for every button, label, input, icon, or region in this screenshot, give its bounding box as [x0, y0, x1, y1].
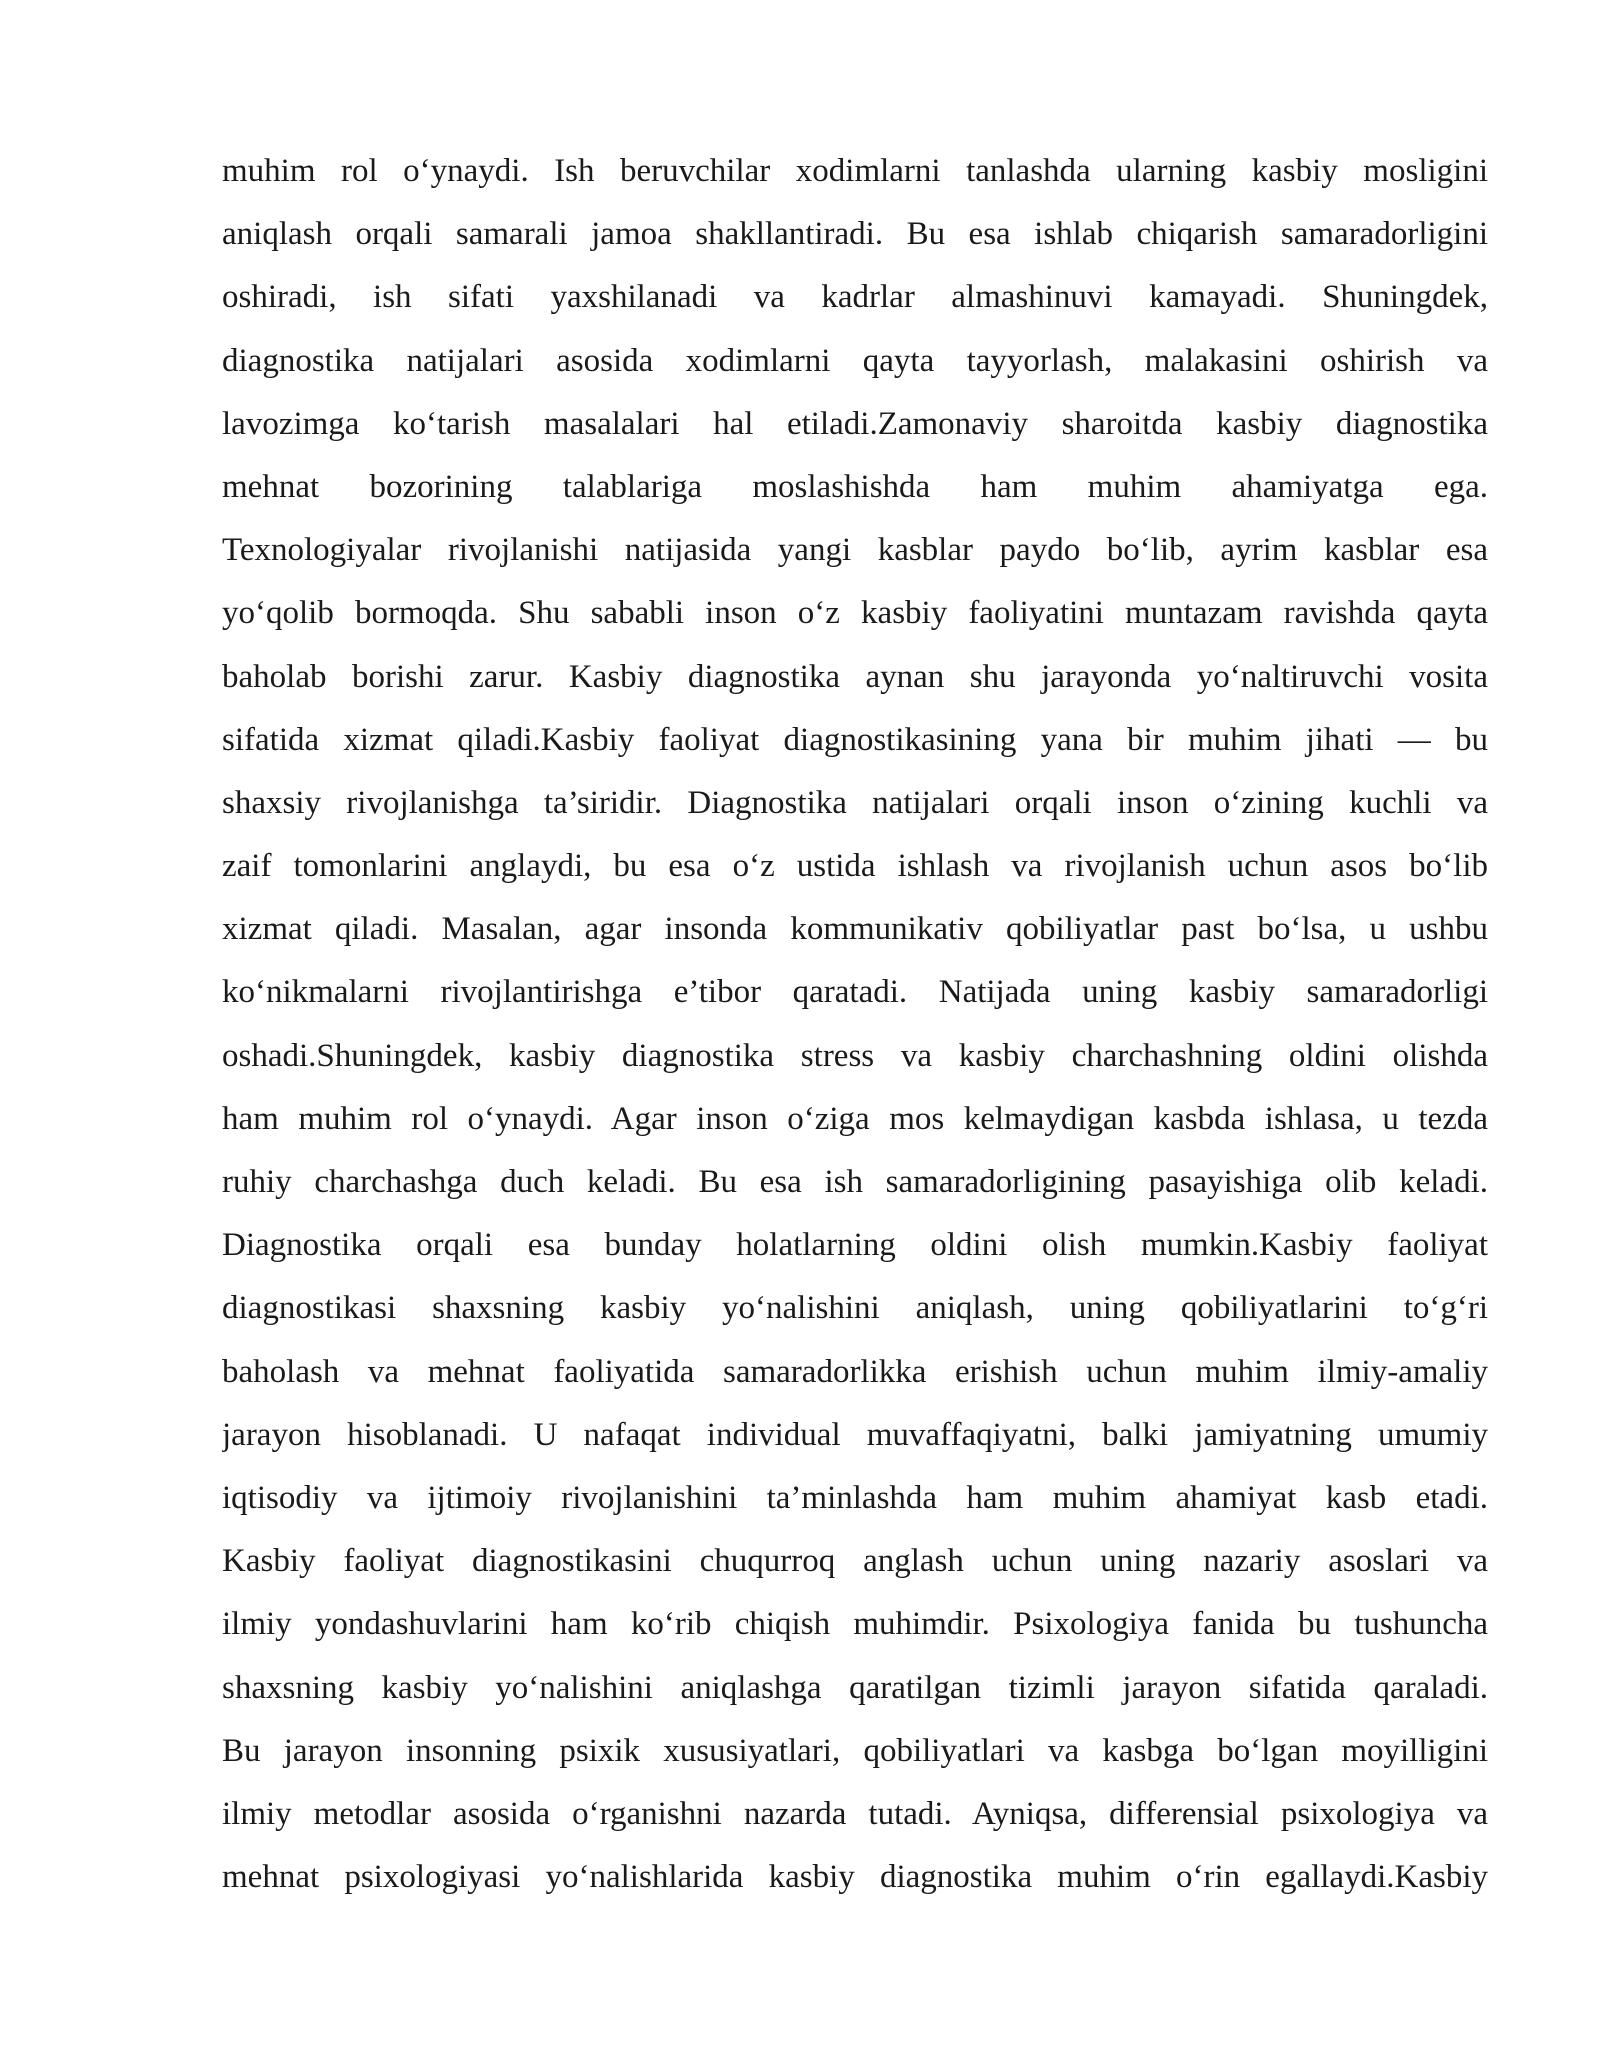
body-text — [222, 140, 1488, 1909]
text-line: baholash va mehnat faoliyatida samaradorlikka erishish uchun muhim ilmiy-amaliy — [222, 1353, 1488, 1390]
text-line: aniqlash orqali samarali jamoa shakllantiradi. Bu esa ishlab chiqarish samaradorligini — [222, 216, 1488, 253]
text-line: lavozimga ko‘tarish masalalari hal etiladi.Zamonaviy sharoitda kasbiy diagnostika — [222, 405, 1488, 442]
text-line: ilmiy metodlar asosida o‘rganishni nazarda tutadi. Ayniqsa, differensial psixologiya va — [222, 1795, 1488, 1832]
text-line: oshiradi, ish sifati yaxshilanadi va kadrlar almashinuvi kamayadi. Shuningdek, — [222, 279, 1488, 316]
text-line: ham muhim rol o‘ynaydi. Agar inson o‘ziga mos kelmaydigan kasbda ishlasa, u tezda — [222, 1100, 1488, 1137]
text-line: diagnostikasi shaxsning kasbiy yo‘nalishini aniqlash, uning qobiliyatlarini to‘g‘ri — [222, 1290, 1488, 1327]
text-line: baholab borishi zarur. Kasbiy diagnostika aynan shu jarayonda yo‘naltiruvchi vosita — [222, 658, 1488, 695]
text-line: mehnat bozorining talablariga moslashishda ham muhim ahamiyatga ega. — [222, 468, 1488, 505]
text-line: shaxsning kasbiy yo‘nalishini aniqlashga qaratilgan tizimli jarayon sifatida qaraladi. — [222, 1669, 1488, 1706]
text-line: ilmiy yondashuvlarini ham ko‘rib chiqish muhimdir. Psixologiya fanida bu tushuncha — [222, 1606, 1488, 1643]
text-line: muhim rol o‘ynaydi. Ish beruvchilar xodimlarni tanlashda ularning kasbiy mosligini — [222, 153, 1488, 189]
text-line: diagnostika natijalari asosida xodimlarni qayta tayyorlash, malakasini oshirish va — [222, 342, 1488, 379]
text-line: oshadi.Shuningdek, kasbiy diagnostika stress va kasbiy charchashning oldini olishda — [222, 1037, 1488, 1074]
text-line: mehnat psixologiyasi yo‘nalishlarida kasbiy diagnostika muhim o‘rin egallaydi.Kasbiy — [222, 1859, 1488, 1896]
text-line: jarayon hisoblanadi. U nafaqat individual muvaffaqiyatni, balki jamiyatning umumiy — [222, 1416, 1488, 1453]
text-line: Diagnostika orqali esa bunday holatlarning oldini olish mumkin.Kasbiy faoliyat — [222, 1227, 1488, 1264]
text-line: zaif tomonlarini anglaydi, bu esa o‘z ustida ishlash va rivojlanish uchun asos bo‘lib — [222, 848, 1488, 885]
text-line: ko‘nikmalarni rivojlantirishga e’tibor qaratadi. Natijada uning kasbiy samaradorligi — [222, 974, 1488, 1011]
text-line: Texnologiyalar rivojlanishi natijasida yangi kasblar paydo bo‘lib, ayrim kasblar esa — [222, 532, 1488, 569]
text-line: shaxsiy rivojlanishga ta’siridir. Diagnostika natijalari orqali inson o‘zining kuchli va — [222, 784, 1488, 821]
text-line: iqtisodiy va ijtimoiy rivojlanishini ta’minlashda ham muhim ahamiyat kasb etadi. — [222, 1479, 1488, 1516]
text-line: Kasbiy faoliyat diagnostikasini chuqurroq anglash uchun uning nazariy asoslari va — [222, 1543, 1488, 1580]
text-line: yo‘qolib bormoqda. Shu sababli inson o‘z kasbiy faoliyatini muntazam ravishda qayta — [222, 595, 1488, 632]
text-line: xizmat qiladi. Masalan, agar insonda kommunikativ qobiliyatlar past bo‘lsa, u ushbu — [222, 911, 1488, 948]
text-line: ruhiy charchashga duch keladi. Bu esa ish samaradorligining pasayishiga olib keladi. — [222, 1164, 1488, 1200]
text-line: Bu jarayon insonning psixik xususiyatlari, qobiliyatlari va kasbga bo‘lgan moyilligini — [222, 1732, 1488, 1769]
text-line: sifatida xizmat qiladi.Kasbiy faoliyat diagnostikasining yana bir muhim jihati — bu — [222, 721, 1488, 758]
